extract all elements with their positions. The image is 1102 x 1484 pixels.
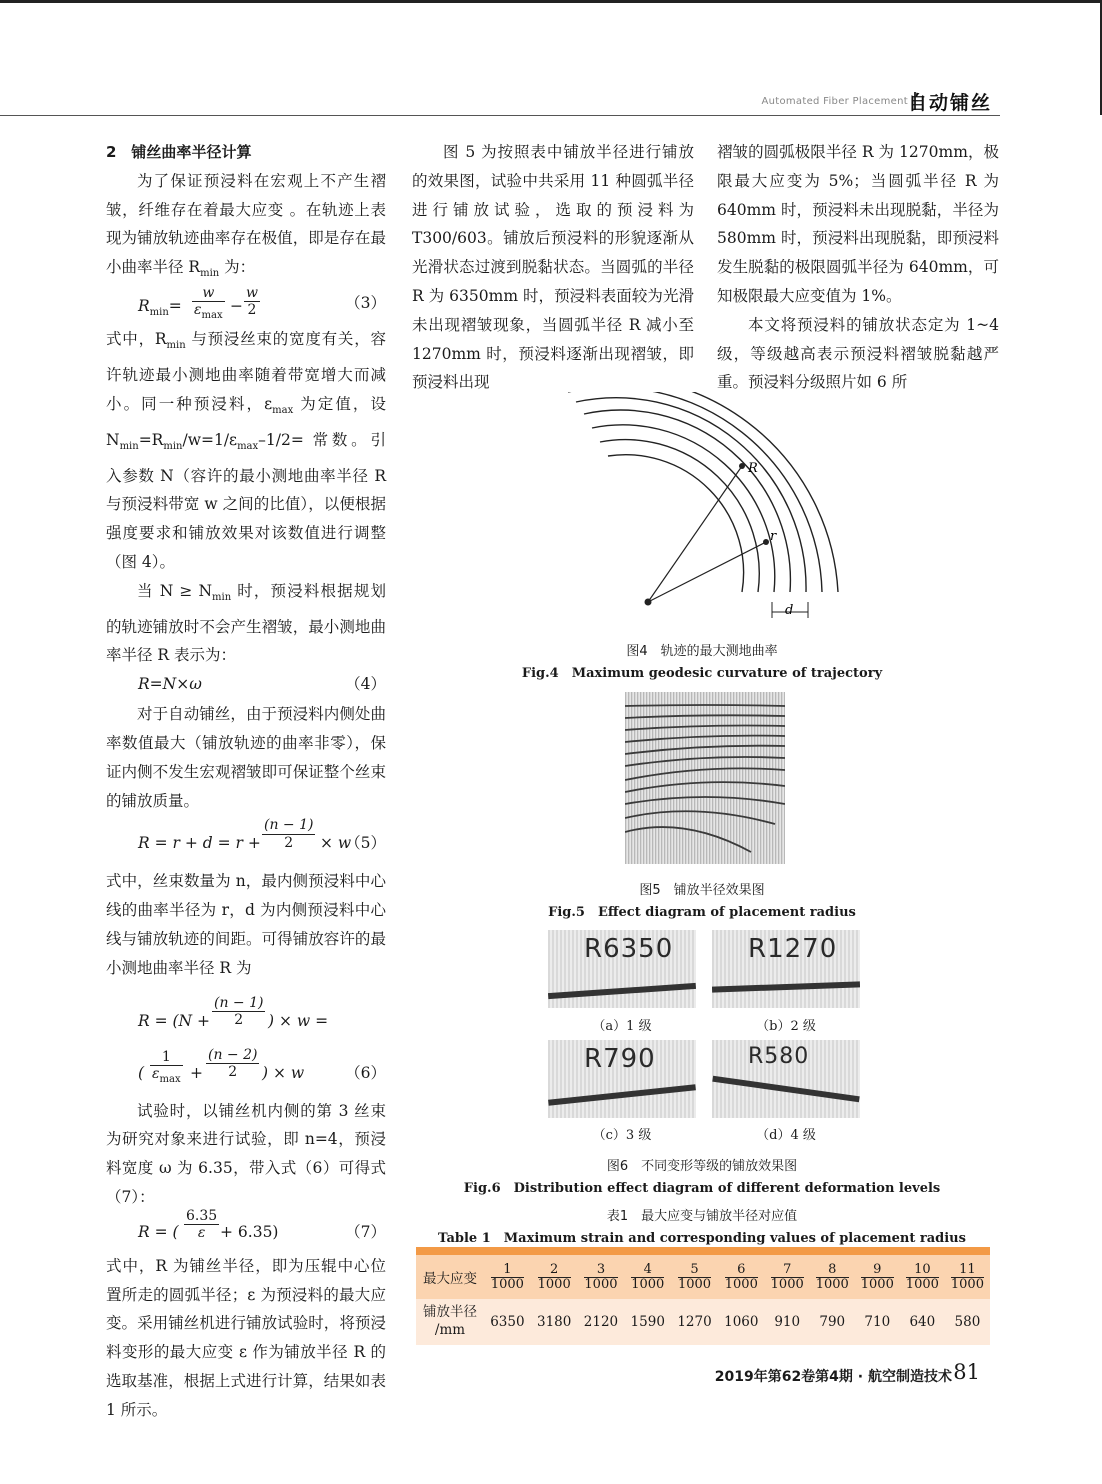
column-1 — [106, 138, 386, 1425]
strain-cell: $\frac{11}{1000}$ — [945, 1255, 990, 1299]
strain-cell: $\frac{9}{1000}$ — [855, 1255, 900, 1299]
radius-cell: 6350 — [484, 1299, 531, 1345]
fig4-caption-en: Fig.4 Maximum geodesic curvature of trajectory — [521, 666, 883, 681]
strain-cell: $\frac{5}{1000}$ — [671, 1255, 718, 1299]
photo-caption: （b）2 级 — [756, 1019, 816, 1034]
paragraph: 式中，$R_{min}$ 与预浸丝束的宽度有关，容许轨迹最小测地曲率随着带宽增大而减小。同一种预浸料，$\varepsilon_{max}$ 为定值，设 $N_{min}=R_{min}/w=1/\varepsilon_{max}-1/2=$ 常数。引入参数 N（容许的最小测地曲率半径 R 与预浸料带宽 w 之间的比值），以便根据强度要求和铺放效果对该数值进行调整（图 4）。 — [106, 330, 386, 571]
radius-cell: 710 — [855, 1299, 900, 1345]
radius-cell: 910 — [765, 1299, 810, 1345]
page-number: 81 — [953, 1360, 980, 1384]
paragraph: 为了保证预浸料在宏观上不产生褶皱，纤维存在着最大应变 。在轨迹上表现为铺放轨迹曲率存在极值，即是存在最小曲率半径 $R_{min}$ 为： — [106, 171, 386, 280]
strain-cell: $\frac{8}{1000}$ — [810, 1255, 855, 1299]
equation-6: R = (N + $\frac{(n - 1)}{2}$ ) × w = ( 1 $\varepsilon_{max}$ + $\frac{(n - 2)}{2}$ ) × w （6） — [138, 994, 386, 1085]
strain-cell: $\frac{1}{1000}$ — [484, 1255, 531, 1299]
footer-journal: 2019年第62卷第4期 · 航空制造技术 — [714, 1369, 952, 1385]
fig6-caption-en: Fig.6 Distribution effect diagram of different deformation levels — [463, 1181, 941, 1196]
paragraph: 式中，R 为铺丝半径，即为压辊中心位置所走的圆弧半径；ε 为预浸料的最大应变。采用铺丝机进行铺放试验时，将预浸料变形的最大应变 ε 作为铺放半径 R 的选取基准，根据上式进行计算，结果如表 1 所示。 — [106, 1256, 386, 1419]
photo-caption: （d）4 级 — [756, 1128, 816, 1143]
strain-cell: $\frac{4}{1000}$ — [624, 1255, 671, 1299]
fig4-caption-cn: 图4 轨迹的最大测地曲率 — [626, 644, 778, 659]
paragraph: 当 $N \ge N_{min}$ 时，预浸料根据规划的轨迹铺放时不会产生褶皱，最小测地曲率半径 R 表示为： — [106, 581, 386, 665]
equation-4: R=N×ω （4） — [138, 675, 386, 694]
table-top-bar — [416, 1247, 990, 1255]
photo-caption: （c）3 级 — [592, 1128, 652, 1143]
radius-cell: 1270 — [671, 1299, 718, 1345]
radius-cell: 2120 — [578, 1299, 625, 1345]
strain-cell: $\frac{7}{1000}$ — [765, 1255, 810, 1299]
photo-level-4: R580 — [712, 1040, 860, 1118]
table-row — [416, 1299, 990, 1345]
fig5-caption-en: Fig.5 Effect diagram of placement radius — [548, 905, 856, 920]
table1-caption-cn: 表1 最大应变与铺放半径对应值 — [606, 1209, 798, 1224]
equation-3: $R_{min}=$ w $\varepsilon_{max}$ − $\frac{w}{2}$ （3） — [138, 285, 386, 321]
header-rule — [0, 115, 1000, 116]
label-R: R — [748, 461, 758, 476]
header-chinese: 自动铺丝 — [907, 92, 992, 114]
table-1 — [416, 1255, 990, 1345]
table1-caption-en: Table 1 Maximum strain and corresponding values of placement radius — [438, 1231, 966, 1246]
fig5-caption-cn: 图5 铺放半径效果图 — [639, 883, 765, 898]
figure-5-photo — [625, 692, 785, 864]
fig6-caption-cn: 图6 不同变形等级的铺放效果图 — [606, 1159, 798, 1174]
table-row — [416, 1255, 990, 1299]
radius-cell: 640 — [900, 1299, 945, 1345]
radius-cell: 3180 — [531, 1299, 578, 1345]
photo-level-2: R1270 — [712, 930, 860, 1008]
radius-cell: 1590 — [624, 1299, 671, 1345]
strain-cell: $\frac{10}{1000}$ — [900, 1255, 945, 1299]
label-r: r — [770, 529, 777, 544]
paragraph: 式中，丝束数量为 n，最内侧预浸料中心线的曲率半径为 r，d 为内侧预浸料中心线与铺放轨迹的间距。可得铺放容许的最小测地曲率半径 R 为 — [106, 872, 386, 977]
equation-5: R = r + d = r + $\frac{(n - 1)}{2}$ × w （5） — [138, 817, 386, 853]
paragraph: 本文将预浸料的铺放状态定为 1~4 级，等级越高表示预浸料褶皱脱黏越严重。预浸料分级照片如 6 所 — [717, 315, 999, 392]
photo-caption: （a）1 级 — [592, 1019, 652, 1034]
row-header: 最大应变 — [416, 1255, 484, 1299]
photo-level-1: R6350 — [548, 930, 696, 1008]
label-d: d — [785, 603, 794, 618]
strain-cell: $\frac{6}{1000}$ — [718, 1255, 765, 1299]
radius-cell: 1060 — [718, 1299, 765, 1345]
paragraph: 对于自动铺丝，由于预浸料内侧处曲率数值最大（铺放轨迹的曲率非零），保证内侧不发生宏观褶皱即可保证整个丝束的铺放质量。 — [106, 705, 386, 810]
paragraph: 褶皱的圆弧极限半径 R 为 1270mm，极限最大应变为 5%；当圆弧半径 R 为 640mm 时，预浸料未出现脱黏，半径为 580mm 时，预浸料出现脱黏，即预浸料发生脱黏的极限圆弧半径为 640mm，可知极限最大应变值为 1%。 — [717, 143, 999, 305]
row-header: 铺放半径 /mm — [416, 1299, 484, 1345]
strain-cell: $\frac{2}{1000}$ — [531, 1255, 578, 1299]
figure-4-diagram — [520, 392, 880, 632]
equation-7: R = ( $\frac{6.35}{\varepsilon}$ + 6.35) （7） — [138, 1207, 386, 1241]
header-english: Automated Fiber Placement — [761, 96, 908, 107]
column-2 — [412, 138, 694, 397]
radius-cell: 790 — [810, 1299, 855, 1345]
paragraph: 图 5 为按照表中铺放半径进行铺放的效果图，试验中共采用 11 种圆弧半径进行铺放试验，选取的预浸料为 T300/603。铺放后预浸料的形貌逐渐从光滑状态过渡到脱黏状态。当圆弧的半径 R 为 6350mm 时，预浸料表面较为光滑未出现褶皱现象，当圆弧半径 R 减小至 1270mm 时，预浸料逐渐出现褶皱，即预浸料出现 — [412, 143, 694, 392]
radius-cell: 580 — [945, 1299, 990, 1345]
page-top-rule — [0, 0, 1102, 3]
paragraph: 试验时，以铺丝机内侧的第 3 丝束为研究对象来进行试验，即 n=4，预浸料宽度 ω 为 6.35，带入式（6）可得式（7）： — [106, 1101, 386, 1206]
section-title: 2 铺丝曲率半径计算 — [106, 143, 252, 161]
column-3 — [717, 138, 999, 397]
strain-cell: $\frac{3}{1000}$ — [578, 1255, 625, 1299]
photo-level-3: R790 — [548, 1040, 696, 1118]
running-header — [0, 82, 1000, 116]
